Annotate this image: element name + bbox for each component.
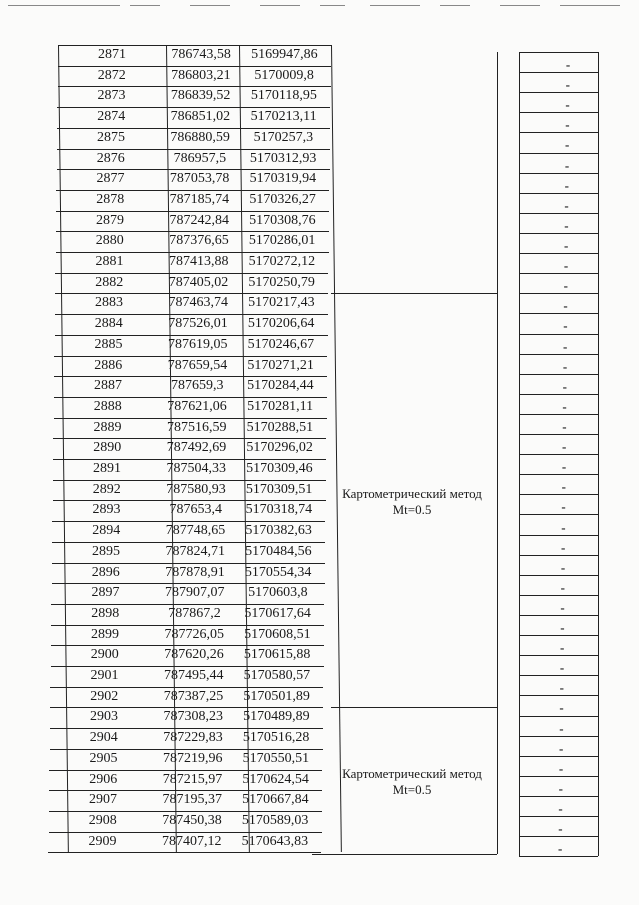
dash-cell: - <box>562 378 567 394</box>
dash-row-line <box>519 213 598 214</box>
row-line <box>57 128 330 129</box>
row-line <box>54 418 327 419</box>
y-coordinate: 5170213,11 <box>250 109 317 125</box>
row-line <box>56 252 329 253</box>
y-coordinate: 5170206,64 <box>247 316 315 332</box>
y-coordinate: 5170608,51 <box>244 626 311 642</box>
dash-row-line <box>519 313 598 314</box>
y-coordinate: 5170589,03 <box>241 812 309 828</box>
dash-cell: - <box>565 77 570 93</box>
dash-row-line <box>519 454 598 455</box>
dash-row-line <box>519 514 598 515</box>
row-line <box>51 666 324 667</box>
dash-cell: - <box>563 338 568 354</box>
dash-row-line <box>519 434 598 435</box>
dash-cell: - <box>564 217 569 233</box>
point-number: 2876 <box>96 150 125 166</box>
dash-row-line <box>519 635 598 636</box>
dash-row-line <box>519 132 598 133</box>
row-line <box>52 563 325 564</box>
row-line <box>49 832 322 833</box>
point-number: 2905 <box>89 750 118 766</box>
point-number: 2889 <box>93 419 122 435</box>
y-coordinate: 5169947,86 <box>251 47 318 62</box>
dash-row-line <box>519 233 598 234</box>
row-line <box>57 107 330 108</box>
point-number: 2881 <box>95 254 124 269</box>
dash-row-line <box>519 193 598 194</box>
dash-row-line <box>519 153 598 154</box>
row-line <box>52 521 325 522</box>
row-line <box>49 770 322 771</box>
x-coordinate: 787621,06 <box>167 398 227 414</box>
row-line <box>56 211 329 212</box>
column-line <box>497 52 498 854</box>
y-coordinate: 5170257,3 <box>253 129 314 145</box>
column-line <box>598 52 599 856</box>
point-number: 2896 <box>91 564 120 580</box>
x-coordinate: 787219,96 <box>162 750 223 766</box>
x-coordinate: 787405,02 <box>168 274 229 290</box>
row-line <box>54 376 327 377</box>
x-coordinate: 786803,21 <box>171 67 231 83</box>
y-coordinate: 5170309,51 <box>245 481 313 497</box>
row-line <box>55 293 328 294</box>
x-coordinate: 787659,3 <box>170 378 224 394</box>
row-line <box>53 459 326 460</box>
x-coordinate: 787526,01 <box>168 316 228 332</box>
y-coordinate: 5170281,11 <box>247 398 314 414</box>
dash-row-line <box>519 836 598 837</box>
x-coordinate: 786743,58 <box>171 47 231 62</box>
x-coordinate: 787907,07 <box>164 585 225 601</box>
dash-cell: - <box>562 358 568 374</box>
row-line <box>57 149 330 150</box>
y-coordinate: 5170312,93 <box>249 150 317 166</box>
dash-row-line <box>519 816 598 817</box>
x-coordinate: 787580,93 <box>166 481 226 497</box>
point-number: 2884 <box>94 316 123 332</box>
method-label: Картометрический метод <box>342 486 482 502</box>
dash-cell: - <box>564 177 569 193</box>
dash-row-line <box>519 535 598 536</box>
dash-cell: - <box>560 640 565 656</box>
x-coordinate: 787242,84 <box>169 212 229 228</box>
row-line <box>49 790 322 791</box>
y-coordinate: 5170624,54 <box>242 771 309 787</box>
dash-cell: - <box>559 700 564 716</box>
y-coordinate: 5170382,63 <box>245 523 312 539</box>
x-coordinate: 787463,74 <box>168 295 228 311</box>
dash-cell: - <box>561 499 566 515</box>
dash-cell: - <box>560 579 565 595</box>
row-line <box>57 169 330 170</box>
row-line <box>55 314 328 315</box>
dash-cell: - <box>563 318 568 334</box>
y-coordinate: 5170118,95 <box>250 88 317 104</box>
row-line <box>53 500 326 501</box>
point-number: 2872 <box>97 67 126 83</box>
dash-row-line <box>519 112 598 113</box>
point-number: 2890 <box>93 440 122 456</box>
y-coordinate: 5170667,84 <box>242 792 309 808</box>
row-line <box>48 852 321 853</box>
dash-row-line <box>519 474 598 475</box>
x-coordinate: 787450,38 <box>162 812 222 828</box>
row-line <box>51 625 324 626</box>
dash-row-line <box>519 776 598 777</box>
x-coordinate: 787308,23 <box>163 709 223 725</box>
dash-row-line <box>519 334 598 335</box>
dash-row-line <box>519 595 598 596</box>
method-border <box>331 707 497 708</box>
scan-mark <box>560 5 620 6</box>
point-number: 2909 <box>88 833 117 849</box>
point-number: 2888 <box>93 398 122 414</box>
x-coordinate: 786839,52 <box>170 88 231 104</box>
point-number: 2893 <box>92 502 121 518</box>
x-coordinate: 787053,78 <box>169 171 230 187</box>
dash-cell: - <box>558 760 564 776</box>
y-coordinate: 5170580,57 <box>243 668 311 683</box>
scan-mark <box>500 5 540 6</box>
dash-row-line <box>519 756 598 757</box>
dash-cell: - <box>560 620 565 636</box>
dash-row-line <box>519 72 598 73</box>
point-number: 2875 <box>96 129 125 145</box>
dash-row-line <box>519 253 598 254</box>
x-coordinate: 786851,02 <box>170 109 231 125</box>
y-coordinate: 5170319,94 <box>249 171 317 187</box>
row-line <box>49 811 322 812</box>
row-line <box>51 645 324 646</box>
row-line <box>50 687 323 688</box>
y-coordinate: 5170617,64 <box>244 605 311 621</box>
method-border <box>331 293 497 294</box>
dash-row-line <box>519 575 598 576</box>
dash-row-line <box>519 273 598 274</box>
dash-cell: - <box>561 519 566 535</box>
dash-cell: - <box>559 720 564 736</box>
dash-row-line <box>519 796 598 797</box>
scan-mark <box>370 5 420 6</box>
row-line <box>55 273 328 274</box>
method-label: Картометрический метод <box>342 765 482 781</box>
point-number: 2907 <box>89 792 118 808</box>
scan-mark <box>190 5 230 6</box>
scan-mark <box>260 5 300 6</box>
y-coordinate: 5170250,79 <box>248 274 315 290</box>
x-coordinate: 786957,5 <box>173 150 227 166</box>
point-number: 2902 <box>90 688 119 704</box>
row-line <box>53 480 326 481</box>
x-coordinate: 787413,88 <box>168 254 229 269</box>
dash-cell: - <box>560 599 565 615</box>
row-line <box>58 66 331 67</box>
y-coordinate: 5170288,51 <box>246 419 314 435</box>
dash-cell: - <box>564 237 569 253</box>
x-coordinate: 787495,44 <box>163 668 224 683</box>
point-number: 2904 <box>89 730 118 746</box>
y-coordinate: 5170489,89 <box>243 709 310 725</box>
y-coordinate: 5170309,46 <box>246 461 313 476</box>
row-line <box>54 356 327 357</box>
row-line <box>51 604 324 605</box>
y-coordinate: 5170615,88 <box>243 647 311 663</box>
y-coordinate: 5170296,02 <box>246 440 313 456</box>
dash-row-line <box>519 736 598 737</box>
y-coordinate: 5170308,76 <box>249 212 316 228</box>
scan-mark <box>8 5 120 6</box>
scan-mark <box>130 5 160 6</box>
y-coordinate: 5170246,67 <box>247 336 315 352</box>
x-coordinate: 787748,65 <box>165 523 226 539</box>
dash-cell: - <box>559 660 565 676</box>
scan-mark <box>320 5 345 6</box>
point-number: 2882 <box>95 274 124 290</box>
dash-cell: - <box>558 821 563 837</box>
point-number: 2899 <box>91 626 120 642</box>
dash-cell: - <box>565 57 571 73</box>
point-number: 2878 <box>96 191 125 207</box>
row-line <box>55 335 328 336</box>
point-number: 2886 <box>94 357 123 373</box>
x-coordinate: 787867,2 <box>168 605 221 621</box>
row-line <box>54 397 327 398</box>
dash-cell: - <box>563 278 568 294</box>
dash-row-line <box>519 695 598 696</box>
x-coordinate: 787229,83 <box>163 730 223 746</box>
row-line <box>58 86 331 87</box>
x-coordinate: 787824,71 <box>165 543 225 559</box>
row-line <box>52 583 325 584</box>
point-number: 2873 <box>97 88 126 104</box>
point-number: 2897 <box>91 585 120 601</box>
x-coordinate: 787504,33 <box>166 461 226 476</box>
dash-cell: - <box>562 439 567 455</box>
dash-cell: - <box>565 97 570 113</box>
point-number: 2903 <box>90 709 119 725</box>
column-line <box>331 45 342 852</box>
point-number: 2901 <box>90 668 119 683</box>
y-coordinate: 5170643,83 <box>241 833 309 849</box>
dash-cell: - <box>562 418 567 434</box>
dash-cell: - <box>564 157 570 173</box>
point-number: 2877 <box>96 171 125 187</box>
dash-row-line <box>519 394 598 395</box>
dash-cell: - <box>558 841 563 857</box>
row-line <box>58 45 331 46</box>
point-number: 2879 <box>95 212 124 228</box>
dash-cell: - <box>561 479 566 495</box>
x-coordinate: 787376,65 <box>169 233 229 249</box>
point-number: 2883 <box>94 295 123 311</box>
point-number: 2892 <box>92 481 121 497</box>
dash-row-line <box>519 555 598 556</box>
dash-cell: - <box>565 117 570 133</box>
point-number: 2885 <box>94 336 123 352</box>
dash-cell: - <box>563 298 568 314</box>
dash-row-line <box>519 92 598 93</box>
x-coordinate: 787653,4 <box>169 502 222 518</box>
x-coordinate: 787185,74 <box>169 191 230 207</box>
x-coordinate: 787215,97 <box>162 771 223 787</box>
dash-cell: - <box>558 780 563 796</box>
y-coordinate: 5170326,27 <box>249 191 316 207</box>
method-value: Mt=0.5 <box>392 502 432 518</box>
dash-row-line <box>519 374 598 375</box>
dash-cell: - <box>565 137 570 153</box>
y-coordinate: 5170009,8 <box>254 67 314 83</box>
dash-cell: - <box>559 740 564 756</box>
method-border <box>312 854 497 855</box>
y-coordinate: 5170318,74 <box>245 502 313 518</box>
method-value: Mt=0.5 <box>392 781 432 797</box>
scan-mark <box>440 5 470 6</box>
dash-cell: - <box>558 801 563 816</box>
point-number: 2891 <box>93 461 121 476</box>
x-coordinate: 787878,91 <box>165 564 225 580</box>
row-line <box>50 728 323 729</box>
x-coordinate: 787492,69 <box>166 440 227 456</box>
y-coordinate: 5170484,56 <box>245 543 312 559</box>
y-coordinate: 5170217,43 <box>248 295 315 311</box>
y-coordinate: 5170286,01 <box>248 233 316 249</box>
row-line <box>56 190 329 191</box>
point-number: 2894 <box>92 523 121 539</box>
dash-cell: - <box>559 680 564 696</box>
dash-row-line <box>519 52 598 53</box>
y-coordinate: 5170516,28 <box>242 730 310 746</box>
dash-row-line <box>519 615 598 616</box>
x-coordinate: 787620,26 <box>164 647 224 663</box>
y-coordinate: 5170554,34 <box>244 564 312 580</box>
x-coordinate: 787407,12 <box>161 833 222 849</box>
dash-row-line <box>519 173 598 174</box>
x-coordinate: 787659,54 <box>167 357 228 373</box>
row-line <box>56 231 329 232</box>
y-coordinate: 5170603,8 <box>248 585 308 601</box>
dash-row-line <box>519 354 598 355</box>
x-coordinate: 786880,59 <box>170 129 230 145</box>
y-coordinate: 5170501,89 <box>243 688 310 704</box>
point-number: 2908 <box>88 812 117 828</box>
dash-cell: - <box>561 459 567 475</box>
dash-row-line <box>519 856 598 857</box>
x-coordinate: 787516,59 <box>166 419 227 435</box>
dash-row-line <box>519 494 598 495</box>
point-number: 2871 <box>97 47 126 62</box>
row-line <box>53 438 326 439</box>
point-number: 2880 <box>95 233 124 249</box>
point-number: 2906 <box>89 771 118 787</box>
point-number: 2895 <box>92 543 120 559</box>
dash-cell: - <box>560 559 566 575</box>
dash-row-line <box>519 675 598 676</box>
point-number: 2874 <box>97 109 126 125</box>
dash-row-line <box>519 293 598 294</box>
dash-cell: - <box>562 398 567 414</box>
x-coordinate: 787726,05 <box>164 626 224 642</box>
dash-cell: - <box>564 197 569 213</box>
row-line <box>50 749 323 750</box>
point-number: 2900 <box>90 647 119 663</box>
point-number: 2898 <box>91 605 120 621</box>
point-number: 2887 <box>94 378 122 394</box>
y-coordinate: 5170550,51 <box>242 750 310 766</box>
dash-cell: - <box>563 258 569 274</box>
row-line <box>50 707 323 708</box>
x-coordinate: 787387,25 <box>163 688 224 704</box>
row-line <box>52 542 325 543</box>
y-coordinate: 5170271,21 <box>247 357 314 373</box>
x-coordinate: 787195,37 <box>162 792 222 808</box>
y-coordinate: 5170284,44 <box>247 378 314 394</box>
dash-cell: - <box>561 539 566 555</box>
y-coordinate: 5170272,12 <box>248 254 316 269</box>
dash-row-line <box>519 414 598 415</box>
dash-row-line <box>519 655 598 656</box>
x-coordinate: 787619,05 <box>167 336 228 352</box>
dash-row-line <box>519 716 598 717</box>
